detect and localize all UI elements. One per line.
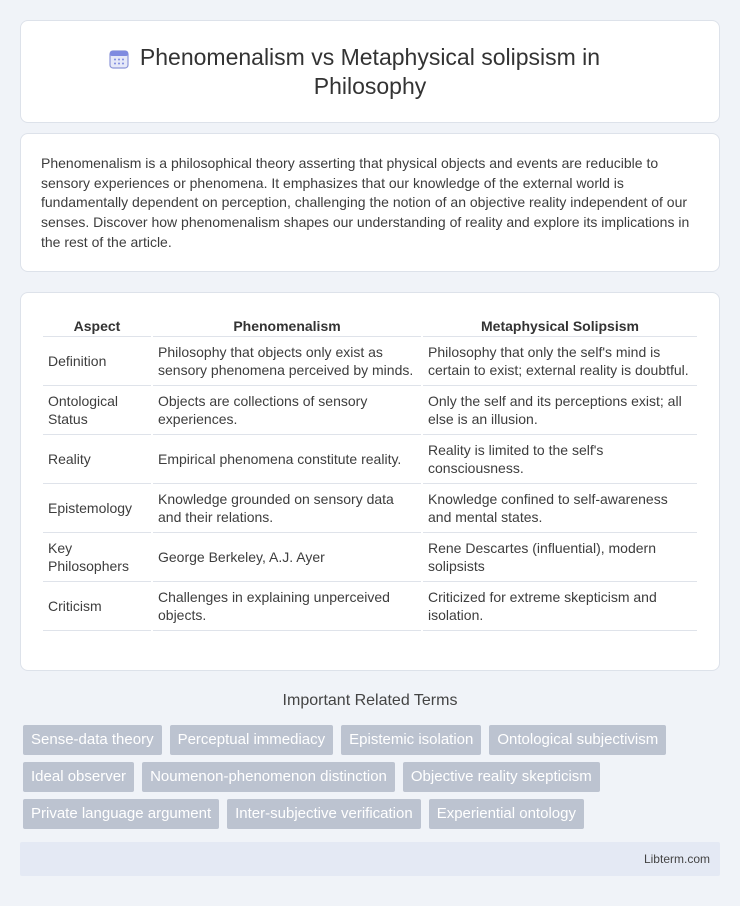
related-term-tag[interactable]: Experiential ontology	[429, 799, 584, 829]
title-card	[20, 20, 720, 123]
related-term-tag[interactable]: Perceptual immediacy	[170, 725, 334, 755]
related-term-tag[interactable]: Ideal observer	[23, 762, 134, 792]
phenomenalism-cell: Challenges in explaining unperceived objects.	[153, 582, 421, 631]
column-header-solipsism: Metaphysical Solipsism	[423, 313, 697, 337]
phenomenalism-cell: Objects are collections of sensory experiences.	[153, 386, 421, 435]
related-term-tag[interactable]: Noumenon-phenomenon distinction	[142, 762, 395, 792]
aspect-cell: Ontological Status	[43, 386, 151, 435]
table-header-row	[43, 313, 697, 337]
related-term-tag[interactable]: Ontological subjectivism	[489, 725, 666, 755]
aspect-cell: Criticism	[43, 582, 151, 631]
table-row	[43, 533, 697, 582]
table-row	[43, 386, 697, 435]
related-terms-heading: Important Related Terms	[282, 692, 458, 709]
tag-row	[23, 762, 713, 792]
solipsism-cell: Reality is limited to the self's consciousness.	[423, 435, 697, 484]
related-term-tag[interactable]: Sense-data theory	[23, 725, 162, 755]
page-title: Phenomenalism vs Metaphysical solipsism in Philosophy	[139, 44, 601, 99]
aspect-cell: Definition	[43, 337, 151, 386]
table-row	[43, 337, 697, 386]
phenomenalism-cell: Philosophy that objects only exist as sensory phenomena perceived by minds.	[153, 337, 421, 386]
aspect-cell: Reality	[43, 435, 151, 484]
solipsism-cell: Only the self and its perceptions exist; all else is an illusion.	[423, 386, 697, 435]
tag-row	[23, 725, 713, 755]
comparison-card	[20, 292, 720, 671]
footer-bar	[20, 842, 720, 876]
solipsism-cell: Criticized for extreme skepticism and isolation.	[423, 582, 697, 631]
related-terms-list	[23, 725, 713, 836]
column-header-aspect: Aspect	[43, 313, 151, 337]
table-row	[43, 484, 697, 533]
related-term-tag[interactable]: Inter-subjective verification	[227, 799, 421, 829]
tag-row	[23, 799, 713, 829]
intro-paragraph: Phenomenalism is a philosophical theory asserting that physical objects and events are reducible to sensory experiences or phenomena. It emphasizes that our knowledge of the external world is fundamentally dependent on perception, challenging the notion of an objective reality independent of our senses. Discover how phenomenalism shapes our understanding of reality and explore its implications in the rest of the article.	[41, 155, 690, 250]
solipsism-cell: Knowledge confined to self-awareness and mental states.	[423, 484, 697, 533]
related-term-tag[interactable]: Epistemic isolation	[341, 725, 481, 755]
phenomenalism-cell: Knowledge grounded on sensory data and their relations.	[153, 484, 421, 533]
phenomenalism-cell: Empirical phenomena constitute reality.	[153, 435, 421, 484]
aspect-cell: Key Philosophers	[43, 533, 151, 582]
table-row	[43, 582, 697, 631]
related-term-tag[interactable]: Objective reality skepticism	[403, 762, 600, 792]
related-term-tag[interactable]: Private language argument	[23, 799, 219, 829]
table-row	[43, 435, 697, 484]
footer-site-link[interactable]: Libterm.com	[643, 852, 710, 866]
solipsism-cell: Philosophy that only the self's mind is certain to exist; external reality is doubtful.	[423, 337, 697, 386]
aspect-cell: Epistemology	[43, 484, 151, 533]
phenomenalism-cell: George Berkeley, A.J. Ayer	[153, 533, 421, 582]
column-header-phenomenalism: Phenomenalism	[153, 313, 421, 337]
solipsism-cell: Rene Descartes (influential), modern solipsists	[423, 533, 697, 582]
comparison-table	[41, 313, 699, 631]
intro-card	[20, 133, 720, 272]
